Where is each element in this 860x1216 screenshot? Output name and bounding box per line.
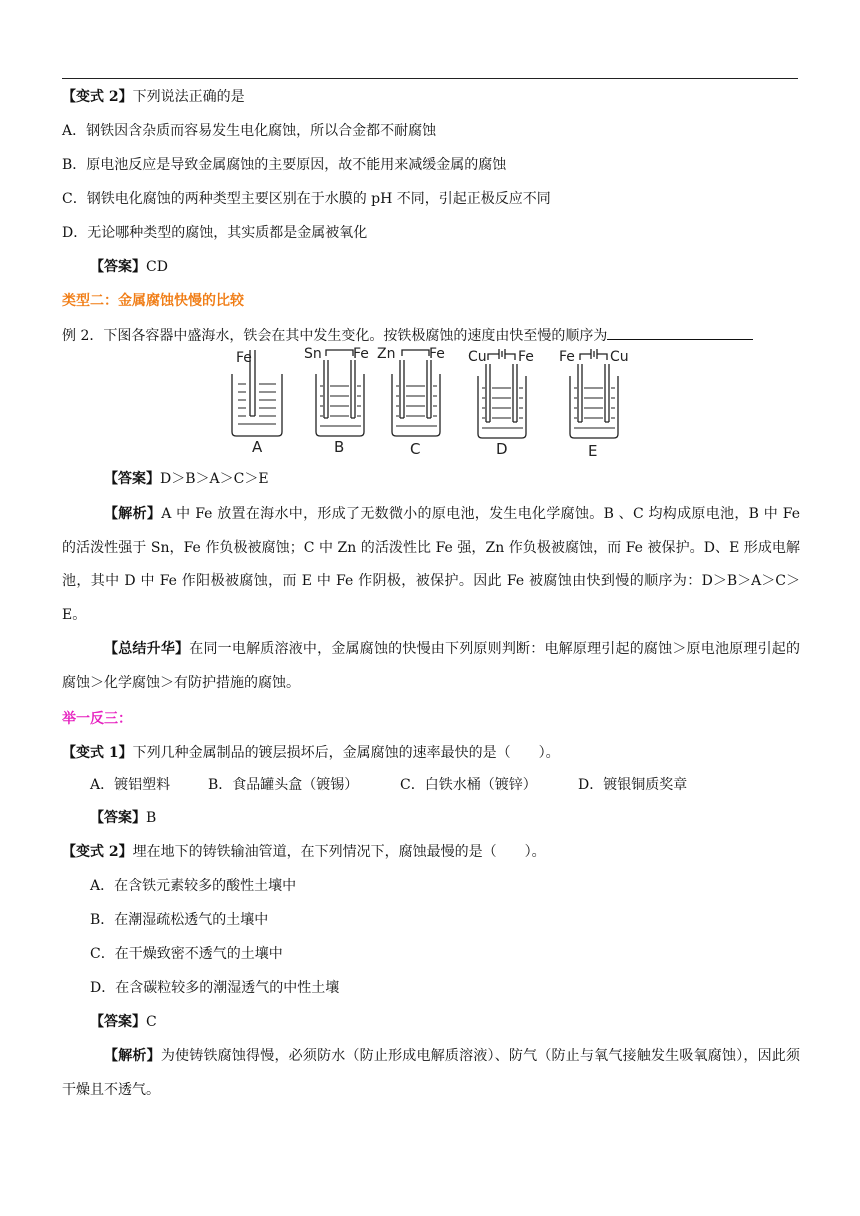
variant2-top-tag: 【变式 2】 — [62, 89, 133, 105]
answer-value: B — [146, 810, 157, 826]
variant2-top-option-a: A．钢铁因含杂质而容易发生电化腐蚀，所以合金都不耐腐蚀 — [62, 123, 437, 139]
variant2-bottom-tag: 【变式 2】 — [62, 844, 133, 860]
beaker-b-label: B — [334, 438, 345, 456]
beaker-d-label: D — [496, 440, 508, 458]
beaker-c-electrode-2: Fe — [429, 346, 445, 362]
answer-tag: 【答案】 — [90, 1014, 146, 1030]
example2-analysis — [62, 498, 800, 632]
variant2-bottom-option-a: A．在含铁元素较多的酸性土壤中 — [90, 878, 297, 894]
variant2-top-option-d: D．无论哪种类型的腐蚀，其实质都是金属被氧化 — [62, 225, 368, 241]
analysis-tag: 【解析】 — [104, 506, 162, 522]
beaker-d-electrode-2: Fe — [518, 349, 534, 365]
example2-answer — [104, 469, 269, 489]
answer-tag: 【答案】 — [90, 810, 146, 826]
beakers-figure — [226, 346, 646, 464]
practice-heading: 举一反三： — [62, 711, 132, 727]
answer-tag: 【答案】 — [90, 259, 146, 275]
variant1-option-a: A．镀铝塑料 — [90, 777, 171, 793]
variant2-bottom-option-b: B．在潮湿疏松透气的土壤中 — [90, 912, 269, 928]
answer-value: D＞B＞A＞C＞E — [160, 471, 269, 487]
variant2-bottom-question — [62, 842, 546, 862]
variant1-option-c: C．白铁水桶（镀锌） — [400, 777, 537, 793]
variant1-tag: 【变式 1】 — [62, 745, 133, 761]
variant1-option-b: B．食品罐头盒（镀锡） — [208, 777, 359, 793]
variant2-bottom-option-d: D．在含碳粒较多的潮湿透气的中性土壤 — [90, 980, 340, 996]
variant2-top-answer — [90, 257, 168, 277]
summary-text: 在同一电解质溶液中，金属腐蚀的快慢由下列原则判断：电解原理引起的腐蚀＞原电池原理引起的腐蚀＞化学腐蚀＞有防护措施的腐蚀。 — [62, 641, 800, 691]
beaker-e-electrode-2: Cu — [610, 349, 629, 365]
example2-question-text: 例 2．下图各容器中盛海水，铁会在其中发生变化。按铁极腐蚀的速度由快至慢的顺序为 — [62, 328, 608, 344]
variant1-question — [62, 743, 560, 763]
beaker-b — [316, 350, 364, 436]
variant2-top-option-b: B．原电池反应是导致金属腐蚀的主要原因，故不能用来减缓金属的腐蚀 — [62, 157, 507, 173]
answer-tag: 【答案】 — [104, 471, 160, 487]
analysis-text: 为使铸铁腐蚀得慢，必须防水（防止形成电解质溶液）、防气（防止与氧气接触发生吸氧腐蚀），因此须干燥且不透气。 — [62, 1048, 801, 1098]
variant1-question-text: 下列几种金属制品的镀层损坏后，金属腐蚀的速率最快的是（ ）。 — [132, 745, 560, 761]
beaker-c-label: C — [410, 440, 421, 458]
variant1-answer — [90, 808, 156, 828]
beaker-d-electrode-1: Cu — [468, 349, 487, 365]
beaker-a-electrode-1: Fe — [236, 350, 252, 366]
beaker-c-electrode-1: Zn — [377, 346, 396, 362]
header-rule — [62, 78, 798, 79]
variant2-bottom-analysis — [62, 1040, 800, 1107]
answer-value: C — [146, 1014, 157, 1030]
answer-blank — [607, 325, 753, 340]
variant2-top-option-c: C．钢铁电化腐蚀的两种类型主要区别在于水膜的 pH 不同，引起正极反应不同 — [62, 191, 551, 207]
variant2-bottom-question-text: 埋在地下的铸铁输油管道，在下列情况下，腐蚀最慢的是（ ）。 — [132, 844, 546, 860]
beaker-a-label: A — [252, 438, 263, 456]
beaker-c — [392, 350, 440, 436]
variant2-bottom-option-c: C．在干燥致密不透气的土壤中 — [90, 946, 283, 962]
summary-tag: 【总结升华】 — [104, 641, 190, 657]
beaker-b-electrode-2: Fe — [353, 346, 369, 362]
variant2-bottom-answer — [90, 1012, 157, 1032]
beaker-e-electrode-1: Fe — [559, 349, 575, 365]
example2-summary — [62, 633, 800, 700]
variant1-option-d: D．镀银铜质奖章 — [578, 777, 688, 793]
variant2-top-question — [62, 87, 245, 107]
type2-heading: 类型二：金属腐蚀快慢的比较 — [62, 293, 244, 309]
analysis-text: A 中 Fe 放置在海水中，形成了无数微小的原电池，发生电化学腐蚀。B 、C 均构成原电池，B 中 Fe 的活泼性强于 Sn，Fe 作负极被腐蚀；C 中 Zn 的活泼性比 Fe 强，Zn 作负极被腐蚀，而 Fe 被保护。D、E 形成电解池，其中 D 中 Fe 作阳极被腐蚀，而 E 中 Fe 作阴极，被保护。因此 Fe 被腐蚀由快到慢的顺序为：D＞B＞A＞C＞E。 — [62, 506, 800, 623]
beaker-e-label: E — [588, 442, 598, 460]
example2-question — [62, 325, 753, 346]
variant2-top-question-text: 下列说法正确的是 — [132, 89, 245, 105]
analysis-tag: 【解析】 — [104, 1048, 161, 1064]
answer-value: CD — [146, 259, 168, 275]
beaker-b-electrode-1: Sn — [304, 346, 322, 362]
